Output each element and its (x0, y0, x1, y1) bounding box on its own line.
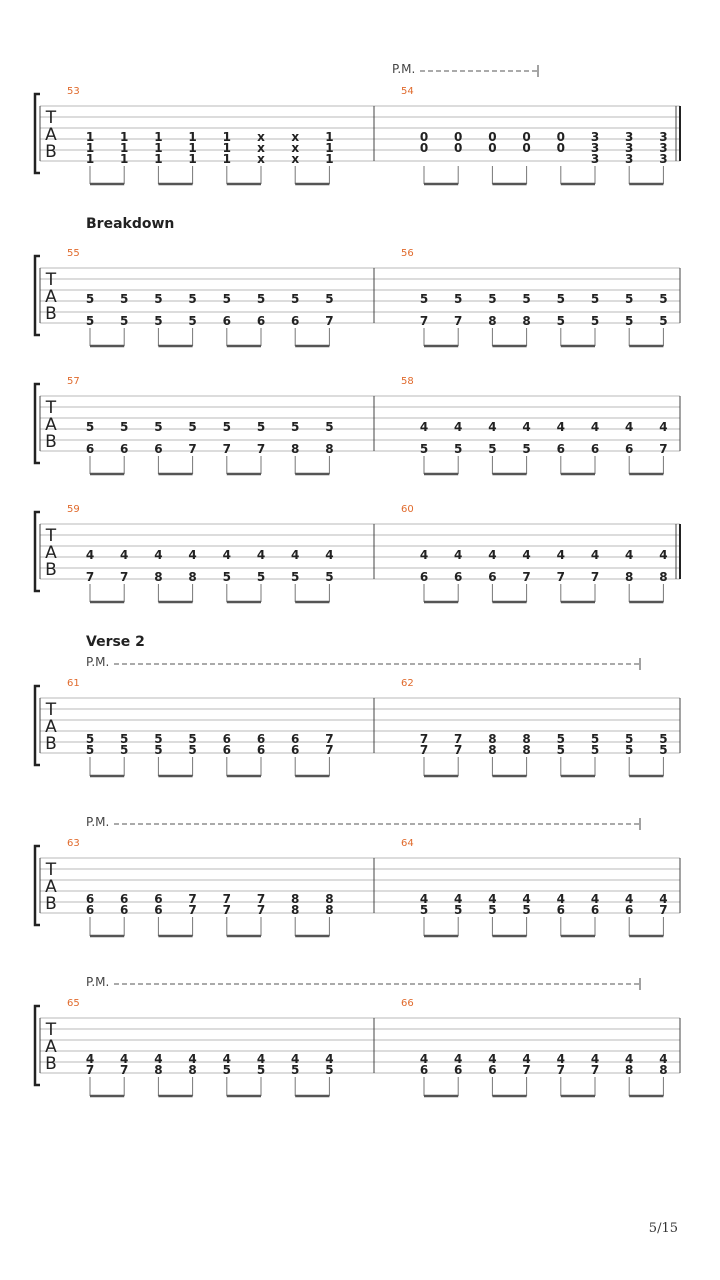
fret-number: 4 (625, 548, 634, 562)
tab-clef-letter: T (45, 860, 57, 880)
system-bracket (35, 686, 40, 765)
fret-number: 8 (488, 743, 497, 757)
fret-number: 5 (454, 442, 463, 456)
fret-number: 8 (291, 892, 300, 906)
tab-clef-letter: A (45, 125, 57, 145)
fret-number: 5 (556, 314, 565, 328)
fret-number: 4 (85, 1052, 95, 1066)
fret-number: 6 (454, 570, 463, 584)
fret-number: 4 (454, 892, 463, 906)
fret-number: 7 (419, 743, 429, 757)
fret-number: 5 (488, 292, 497, 306)
fret-number: 7 (256, 442, 266, 456)
fret-number: 4 (454, 420, 463, 434)
fret-number: 5 (625, 732, 634, 746)
fret-number: 4 (291, 548, 300, 562)
fret-number: x (257, 141, 265, 155)
section-label: Verse 2 (86, 634, 145, 650)
fret-number: 3 (625, 152, 634, 166)
fret-number: 4 (488, 1052, 497, 1066)
fret-number: 5 (556, 292, 565, 306)
fret-number: 5 (522, 903, 531, 917)
fret-number: 6 (625, 442, 634, 456)
measure-number: 64 (401, 838, 414, 849)
fret-number: 5 (291, 570, 300, 584)
measure-number: 60 (401, 504, 414, 515)
fret-number: 5 (659, 732, 668, 746)
fret-number: 5 (85, 732, 95, 746)
fret-number: 3 (625, 141, 634, 155)
fret-number: 7 (590, 570, 600, 584)
fret-number: 5 (454, 903, 463, 917)
fret-number: 5 (522, 442, 531, 456)
fret-number: 4 (556, 548, 565, 562)
measure-number: 56 (401, 248, 414, 259)
fret-number: 5 (85, 292, 95, 306)
fret-number: 5 (659, 292, 668, 306)
fret-number: 6 (556, 442, 565, 456)
fret-number: 7 (522, 1063, 531, 1077)
tab-clef-letter: T (45, 270, 57, 290)
fret-number: 6 (222, 732, 231, 746)
fret-number: 5 (120, 314, 129, 328)
system-bracket (35, 1006, 40, 1085)
fret-number: 5 (154, 314, 163, 328)
fret-number: 5 (659, 743, 668, 757)
fret-number: 5 (154, 292, 163, 306)
fret-number: 1 (325, 152, 334, 166)
fret-number: 8 (625, 570, 634, 584)
tab-clef-letter: T (45, 398, 57, 418)
fret-number: 6 (625, 903, 634, 917)
fret-number: 5 (256, 570, 266, 584)
fret-number: 3 (590, 130, 600, 144)
fret-number: 6 (590, 442, 600, 456)
tab-clef-letter: T (45, 1020, 57, 1040)
fret-number: 7 (222, 892, 231, 906)
measure-number: 63 (67, 838, 80, 849)
fret-number: 7 (222, 903, 231, 917)
fret-number: 5 (256, 292, 266, 306)
fret-number: 4 (454, 1052, 463, 1066)
fret-number: 7 (120, 570, 129, 584)
fret-number: 6 (120, 903, 129, 917)
fret-number: 5 (222, 1063, 231, 1077)
fret-number: 4 (659, 892, 668, 906)
fret-number: 0 (488, 130, 497, 144)
fret-number: 4 (488, 548, 497, 562)
fret-number: x (257, 152, 265, 166)
fret-number: 6 (419, 1063, 429, 1077)
system-bracket (35, 384, 40, 463)
fret-number: 6 (85, 903, 95, 917)
fret-number: 4 (325, 1052, 334, 1066)
fret-number: 7 (454, 743, 463, 757)
fret-number: 7 (659, 442, 668, 456)
fret-number: 8 (291, 903, 300, 917)
measure-number: 66 (401, 998, 414, 1009)
fret-number: 1 (120, 152, 129, 166)
section-label: Breakdown (86, 216, 175, 232)
fret-number: 5 (291, 292, 300, 306)
fret-number: 7 (556, 570, 565, 584)
fret-number: 5 (188, 732, 197, 746)
fret-number: 5 (556, 743, 565, 757)
tab-clef-letter: B (45, 304, 57, 324)
fret-number: 4 (556, 892, 565, 906)
fret-number: 5 (419, 442, 429, 456)
fret-number: 4 (256, 548, 266, 562)
fret-number: 4 (85, 548, 95, 562)
fret-number: 4 (522, 892, 531, 906)
tab-clef-letter: B (45, 1054, 57, 1074)
fret-number: 5 (419, 903, 429, 917)
fret-number: 6 (291, 732, 300, 746)
tab-clef-letter: A (45, 717, 57, 737)
fret-number: 4 (625, 420, 634, 434)
fret-number: 7 (188, 903, 197, 917)
palm-mute-label: P.M. (86, 975, 110, 989)
fret-number: 4 (120, 548, 129, 562)
fret-number: 8 (522, 314, 531, 328)
fret-number: 4 (488, 420, 497, 434)
fret-number: 3 (659, 141, 668, 155)
measure-number: 53 (67, 86, 80, 97)
tab-clef-letter: T (45, 700, 57, 720)
palm-mute-label: P.M. (392, 62, 416, 76)
fret-number: 4 (488, 892, 497, 906)
measure-number: 58 (401, 376, 414, 387)
fret-number: 5 (256, 1063, 266, 1077)
measure-number: 55 (67, 248, 80, 259)
fret-number: 8 (325, 903, 334, 917)
system-bracket (35, 846, 40, 925)
fret-number: 8 (625, 1063, 634, 1077)
fret-number: 1 (120, 130, 129, 144)
fret-number: 7 (222, 442, 231, 456)
measure-number: 57 (67, 376, 80, 387)
tab-clef-letter: A (45, 287, 57, 307)
fret-number: 4 (419, 1052, 429, 1066)
fret-number: 0 (522, 141, 531, 155)
fret-number: 8 (522, 743, 531, 757)
fret-number: 1 (154, 130, 163, 144)
fret-number: 1 (85, 141, 95, 155)
fret-number: 1 (188, 141, 197, 155)
fret-number: 7 (85, 570, 95, 584)
fret-number: 6 (256, 732, 266, 746)
fret-number: 1 (222, 141, 231, 155)
fret-number: 5 (590, 743, 600, 757)
tab-clef-letter: B (45, 734, 57, 754)
fret-number: 1 (188, 130, 197, 144)
fret-number: 4 (154, 548, 163, 562)
fret-number: 7 (188, 442, 197, 456)
fret-number: 5 (188, 314, 197, 328)
fret-number: 7 (256, 903, 266, 917)
fret-number: 8 (325, 892, 334, 906)
fret-number: 6 (154, 442, 163, 456)
fret-number: x (291, 152, 300, 166)
fret-number: 5 (659, 314, 668, 328)
system-bracket (35, 256, 40, 335)
fret-number: 7 (325, 314, 334, 328)
fret-number: 4 (419, 548, 429, 562)
fret-number: 6 (154, 903, 163, 917)
measure-number: 59 (67, 504, 80, 515)
system-bracket (35, 512, 40, 591)
fret-number: 5 (222, 570, 231, 584)
fret-number: 4 (625, 892, 634, 906)
fret-number: 5 (222, 420, 231, 434)
fret-number: 3 (659, 130, 668, 144)
fret-number: 5 (454, 292, 463, 306)
fret-number: 0 (556, 130, 565, 144)
fret-number: 4 (325, 548, 334, 562)
fret-number: 8 (488, 732, 497, 746)
fret-number: 0 (454, 130, 463, 144)
fret-number: 5 (625, 314, 634, 328)
fret-number: 0 (522, 130, 531, 144)
fret-number: 3 (590, 141, 600, 155)
fret-number: 6 (291, 743, 300, 757)
fret-number: 4 (222, 548, 231, 562)
fret-number: 6 (120, 442, 129, 456)
system-bracket (35, 94, 40, 173)
fret-number: 4 (291, 1052, 300, 1066)
tab-clef-letter: A (45, 877, 57, 897)
fret-number: 5 (154, 420, 163, 434)
fret-number: 7 (188, 892, 197, 906)
fret-number: 1 (188, 152, 197, 166)
fret-number: 0 (556, 141, 565, 155)
fret-number: 8 (522, 732, 531, 746)
fret-number: 1 (85, 130, 95, 144)
fret-number: 5 (222, 292, 231, 306)
fret-number: 5 (291, 1063, 300, 1077)
fret-number: 1 (222, 152, 231, 166)
fret-number: 6 (154, 892, 163, 906)
fret-number: 1 (120, 141, 129, 155)
fret-number: 5 (522, 292, 531, 306)
fret-number: 7 (556, 1063, 565, 1077)
fret-number: 5 (325, 1063, 334, 1077)
fret-number: 6 (85, 442, 95, 456)
fret-number: 4 (590, 548, 600, 562)
fret-number: 5 (325, 570, 334, 584)
fret-number: 5 (85, 420, 95, 434)
fret-number: 7 (454, 732, 463, 746)
fret-number: 7 (659, 903, 668, 917)
fret-number: 4 (659, 1052, 668, 1066)
fret-number: 8 (659, 1063, 668, 1077)
fret-number: 0 (419, 130, 429, 144)
fret-number: 1 (222, 130, 231, 144)
fret-number: 8 (659, 570, 668, 584)
fret-number: 5 (154, 743, 163, 757)
fret-number: 5 (85, 314, 95, 328)
fret-number: 7 (325, 743, 334, 757)
fret-number: 6 (222, 743, 231, 757)
fret-number: 4 (419, 892, 429, 906)
fret-number: 5 (120, 743, 129, 757)
fret-number: 6 (85, 892, 95, 906)
fret-number: 4 (188, 1052, 197, 1066)
fret-number: 4 (522, 420, 531, 434)
fret-number: 5 (120, 292, 129, 306)
fret-number: 8 (291, 442, 300, 456)
fret-number: 5 (419, 292, 429, 306)
tab-clef-letter: B (45, 432, 57, 452)
fret-number: 8 (154, 1063, 163, 1077)
palm-mute-label: P.M. (86, 655, 110, 669)
fret-number: 5 (325, 292, 334, 306)
fret-number: 4 (522, 1052, 531, 1066)
fret-number: 5 (188, 420, 197, 434)
fret-number: 0 (454, 141, 463, 155)
fret-number: 4 (659, 420, 668, 434)
fret-number: 4 (419, 420, 429, 434)
fret-number: 5 (85, 743, 95, 757)
tab-clef-letter: B (45, 560, 57, 580)
fret-number: 4 (590, 1052, 600, 1066)
fret-number: 6 (291, 314, 300, 328)
fret-number: 4 (590, 892, 600, 906)
fret-number: 7 (419, 314, 429, 328)
fret-number: x (291, 130, 300, 144)
fret-number: 4 (154, 1052, 163, 1066)
fret-number: 8 (488, 314, 497, 328)
fret-number: 6 (419, 570, 429, 584)
fret-number: 6 (590, 903, 600, 917)
fret-number: 7 (522, 570, 531, 584)
tab-clef-letter: B (45, 894, 57, 914)
fret-number: 5 (325, 420, 334, 434)
fret-number: 1 (85, 152, 95, 166)
fret-number: 5 (256, 420, 266, 434)
fret-number: 5 (556, 732, 565, 746)
measure-number: 62 (401, 678, 414, 689)
fret-number: 4 (454, 548, 463, 562)
fret-number: 0 (488, 141, 497, 155)
fret-number: 5 (488, 903, 497, 917)
fret-number: 6 (488, 1063, 497, 1077)
fret-number: 4 (625, 1052, 634, 1066)
fret-number: 6 (120, 892, 129, 906)
fret-number: 7 (325, 732, 334, 746)
fret-number: 3 (590, 152, 600, 166)
fret-number: 6 (256, 743, 266, 757)
fret-number: 5 (120, 732, 129, 746)
tab-clef-letter: T (45, 526, 57, 546)
fret-number: 7 (256, 892, 266, 906)
fret-number: 7 (590, 1063, 600, 1077)
fret-number: 8 (154, 570, 163, 584)
fret-number: 4 (556, 1052, 565, 1066)
fret-number: 3 (659, 152, 668, 166)
fret-number: 1 (154, 152, 163, 166)
fret-number: 5 (154, 732, 163, 746)
fret-number: 7 (419, 732, 429, 746)
fret-number: 7 (454, 314, 463, 328)
fret-number: 5 (291, 420, 300, 434)
fret-number: 1 (325, 130, 334, 144)
fret-number: 8 (188, 1063, 197, 1077)
fret-number: 4 (522, 548, 531, 562)
fret-number: 4 (120, 1052, 129, 1066)
fret-number: 8 (188, 570, 197, 584)
tab-clef-letter: A (45, 543, 57, 563)
fret-number: 5 (120, 420, 129, 434)
fret-number: 6 (488, 570, 497, 584)
fret-number: 1 (154, 141, 163, 155)
page-number: 5/15 (648, 1221, 678, 1236)
fret-number: 4 (222, 1052, 231, 1066)
fret-number: 4 (556, 420, 565, 434)
fret-number: 5 (625, 292, 634, 306)
fret-number: 6 (556, 903, 565, 917)
fret-number: 5 (590, 314, 600, 328)
fret-number: 6 (454, 1063, 463, 1077)
fret-number: 0 (419, 141, 429, 155)
measure-number: 65 (67, 998, 80, 1009)
tab-clef-letter: A (45, 1037, 57, 1057)
fret-number: 8 (325, 442, 334, 456)
fret-number: 4 (256, 1052, 266, 1066)
fret-number: 4 (590, 420, 600, 434)
fret-number: 5 (188, 292, 197, 306)
fret-number: 6 (256, 314, 266, 328)
fret-number: x (291, 141, 300, 155)
palm-mute-label: P.M. (86, 815, 110, 829)
fret-number: 5 (188, 743, 197, 757)
fret-number: x (257, 130, 265, 144)
fret-number: 7 (120, 1063, 129, 1077)
measure-number: 54 (401, 86, 414, 97)
fret-number: 5 (625, 743, 634, 757)
fret-number: 5 (488, 442, 497, 456)
fret-number: 4 (659, 548, 668, 562)
fret-number: 7 (85, 1063, 95, 1077)
tab-clef-letter: B (45, 142, 57, 162)
measure-number: 61 (67, 678, 80, 689)
fret-number: 6 (222, 314, 231, 328)
fret-number: 5 (590, 732, 600, 746)
fret-number: 4 (188, 548, 197, 562)
fret-number: 5 (590, 292, 600, 306)
fret-number: 1 (325, 141, 334, 155)
fret-number: 3 (625, 130, 634, 144)
tab-clef-letter: T (45, 108, 57, 128)
tab-clef-letter: A (45, 415, 57, 435)
